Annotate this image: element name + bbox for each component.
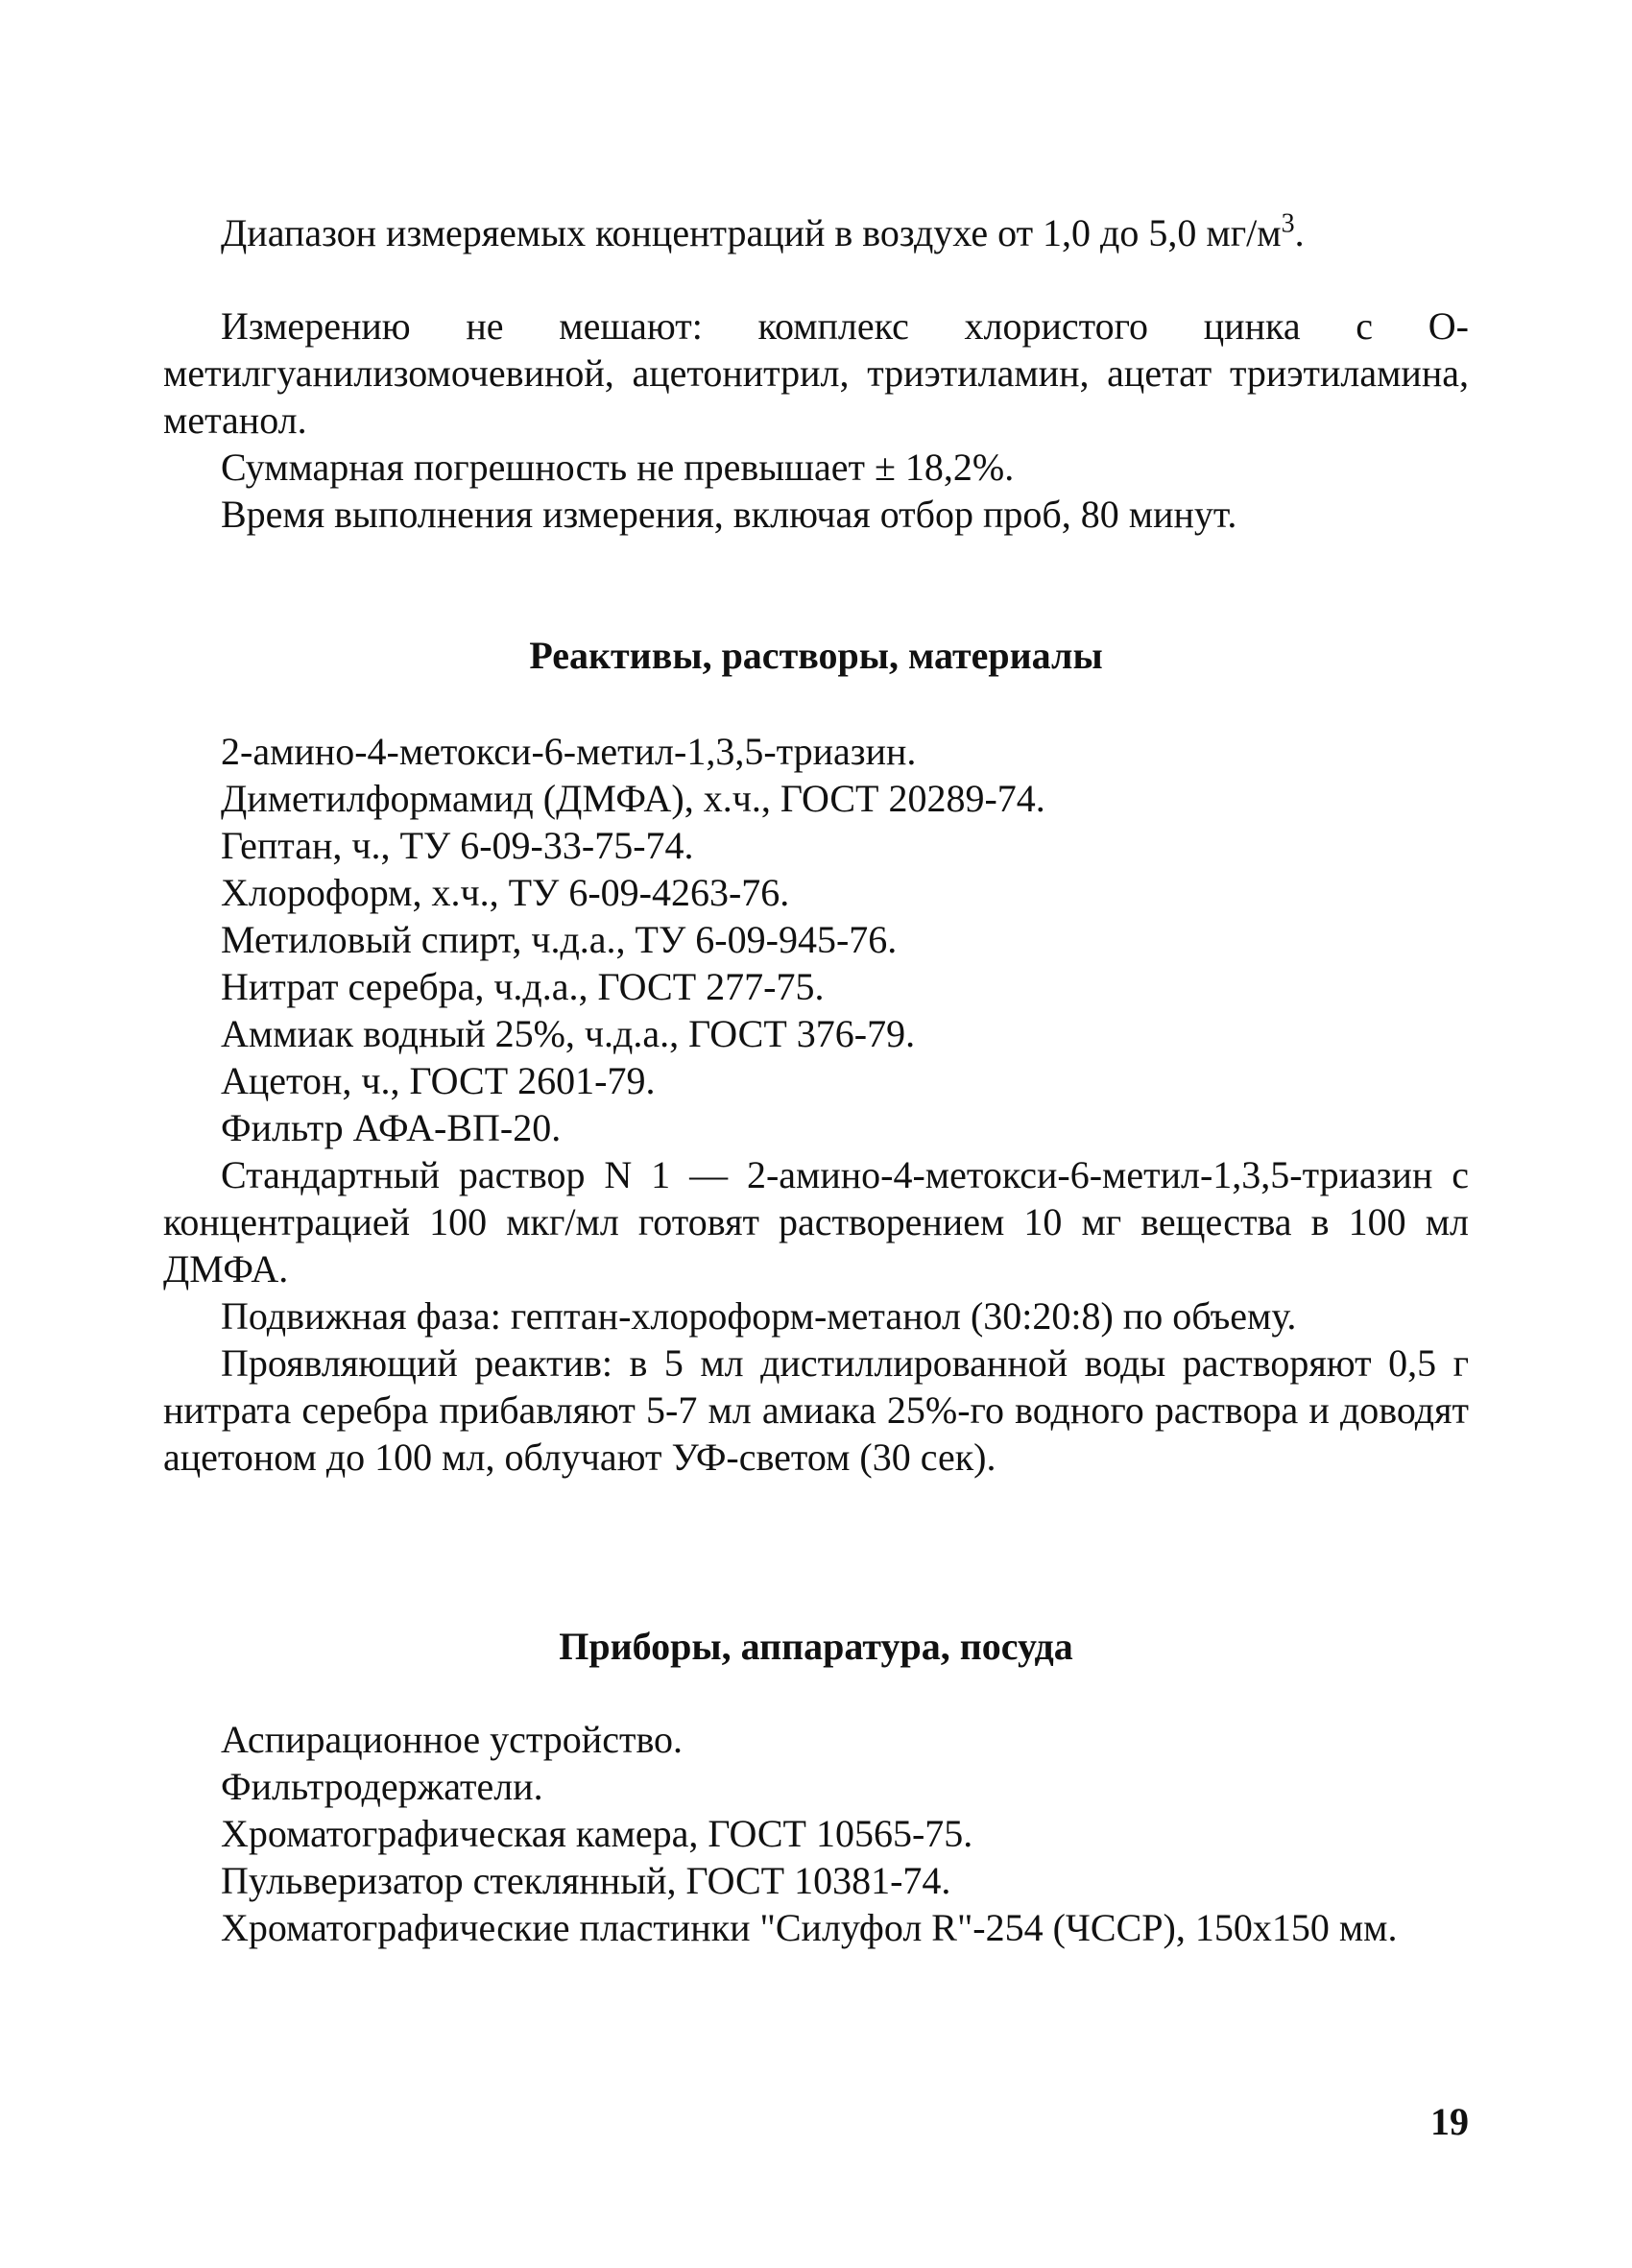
standard-solution-paragraph: Стандартный раствор N 1 — 2-амино-4-метокси-6-метил-1,3,5-триазин с концентрацией 100 мкг/мл готовят растворением 10 мг вещества в 100 мл ДМФА. xyxy=(163,1153,1469,1291)
developer-paragraph: Проявляющий реактив: в 5 мл дистиллированной воды растворяют 0,5 г нитрата серебра прибавляют 5-7 мл амиака 25%-го водного раствора и доводят ацетоном до 100 мл, облучают УФ-светом (30 сек). xyxy=(163,1341,1469,1479)
error-paragraph: Суммарная погрешность не превышает ± 18,2%. xyxy=(221,446,1015,489)
reagent-item: Гептан, ч., ТУ 6-09-33-75-74. xyxy=(221,824,694,867)
reagent-item: 2-амино-4-метокси-6-метил-1,3,5-триазин. xyxy=(221,730,917,773)
page-number: 19 xyxy=(1430,2100,1469,2143)
concentration-range xyxy=(163,209,1469,256)
reagent-item: Ацетон, ч., ГОСТ 2601-79. xyxy=(221,1059,656,1102)
reagent-item: Метиловый спирт, ч.д.а., ТУ 6-09-945-76. xyxy=(221,918,898,961)
equipment-item: Хроматографическая камера, ГОСТ 10565-75. xyxy=(221,1812,973,1855)
plates-paragraph: Хроматографические пластинки "Силуфол R"-254 (ЧССР), 150x150 мм. xyxy=(221,1906,1398,1949)
reagents-heading: Реактивы, растворы, материалы xyxy=(529,634,1103,677)
equipment-item: Аспирационное устройство. xyxy=(221,1718,684,1761)
concentration-range-exponent: 3 xyxy=(1281,208,1295,239)
reagent-item: Диметилформамид (ДМФА), х.ч., ГОСТ 20289-74. xyxy=(221,777,1045,820)
interference-paragraph: Измерению не мешают: комплекс хлористого цинка с О-метилгуанилизомочевиной, ацетонитрил, триэтиламин, ацетат триэтиламина, метанол. xyxy=(163,304,1469,442)
equipment-item: Фильтродержатели. xyxy=(221,1765,543,1808)
reagent-item: Хлороформ, х.ч., ТУ 6-09-4263-76. xyxy=(221,871,790,914)
reagent-item: Аммиак водный 25%, ч.д.а., ГОСТ 376-79. xyxy=(221,1012,916,1055)
concentration-range-end: . xyxy=(1294,211,1305,254)
reagent-item: Нитрат серебра, ч.д.а., ГОСТ 277-75. xyxy=(221,965,825,1008)
time-paragraph: Время выполнения измерения, включая отбор проб, 80 минут. xyxy=(221,493,1237,536)
equipment-item: Пульверизатор стеклянный, ГОСТ 10381-74. xyxy=(221,1859,951,1902)
reagent-item: Фильтр АФА-ВП-20. xyxy=(221,1106,562,1149)
equipment-heading: Приборы, аппаратура, посуда xyxy=(559,1625,1073,1668)
concentration-range-text: Диапазон измеряемых концентраций в воздухе от 1,0 до 5,0 мг/м xyxy=(221,211,1282,254)
mobile-phase-paragraph: Подвижная фаза: гептан-хлороформ-метанол (30:20:8) по объему. xyxy=(221,1294,1297,1338)
